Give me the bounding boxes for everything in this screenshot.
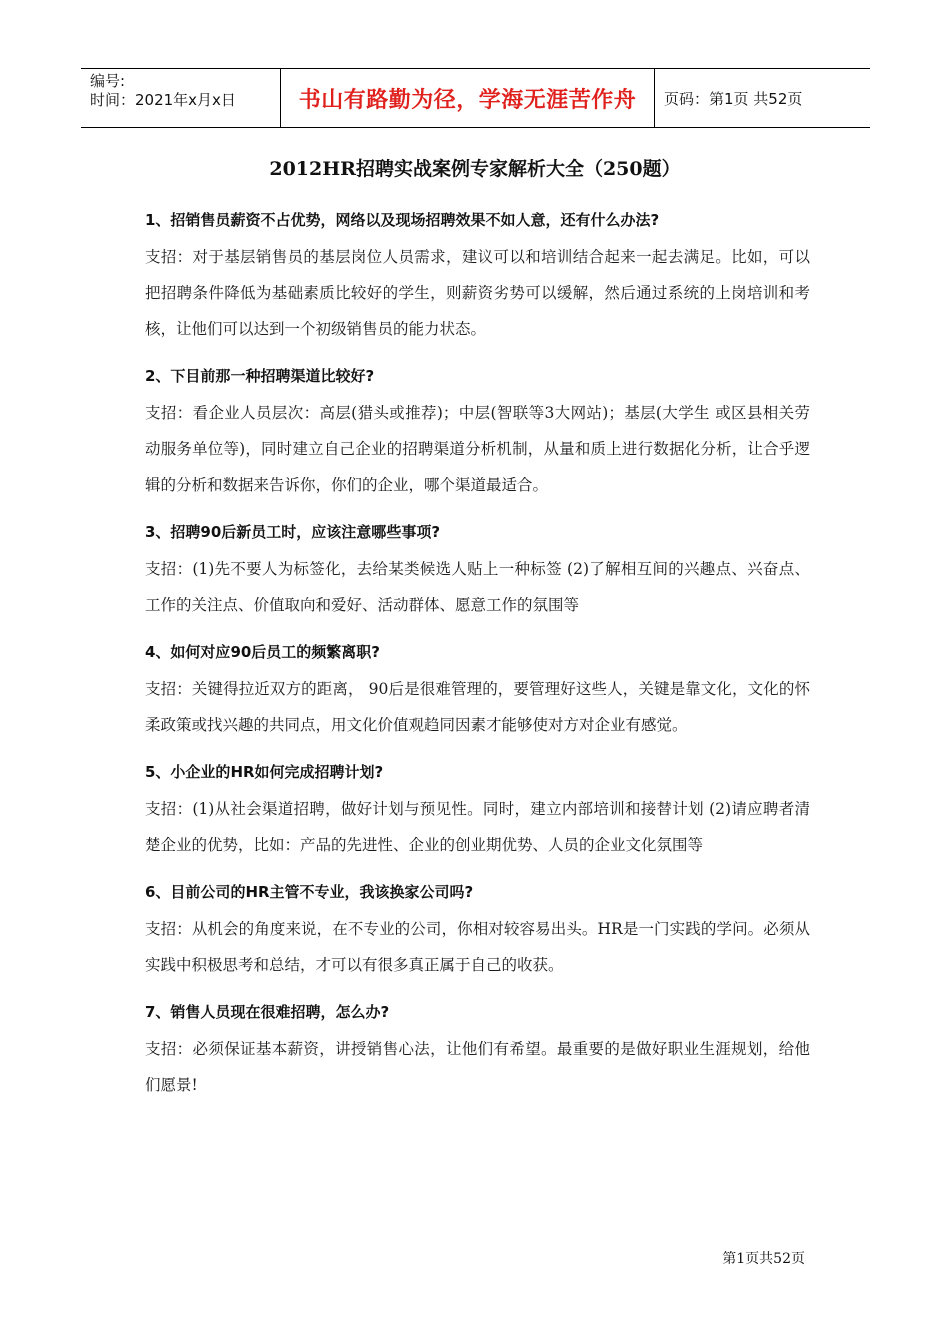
answer-text: 支招：对于基层销售员的基层岗位人员需求，建议可以和培训结合起来一起去满足。比如，可以把招聘条件降低为基础素质比较好的学生，则薪资劣势可以缓解，然后通过系统的上岗培训和考核，让他们可以达到一个初级销售员的能力状态。	[145, 248, 810, 338]
answer-text: 支招：看企业人员层次：高层(猎头或推荐)；中层(智联等3大网站)；基层(大学生 或区县相关劳动服务单位等)，同时建立自己企业的招聘渠道分析机制，从量和质上进行数据化分析，让合乎逻辑的分析和数据来告诉你，你们的企业，哪个渠道最适合。	[145, 404, 810, 494]
qa-item	[145, 880, 810, 983]
header-page-label: 页码：第1页 共52页	[664, 89, 803, 108]
document-number-label: 编号:	[90, 72, 126, 90]
qa-item	[145, 208, 810, 347]
qa-item	[145, 760, 810, 863]
question-text: 7、销售人员现在很难招聘，怎么办?	[145, 1003, 390, 1021]
answer-text: 支招：(1)从社会渠道招聘，做好计划与预见性。同时，建立内部培训和接替计划 (2)请应聘者清楚企业的优势，比如：产品的先进性、企业的创业期优势、人员的企业文化氛围等	[145, 800, 810, 854]
answer-text: 支招：必须保证基本薪资，讲授销售心法，让他们有希望。最重要的是做好职业生涯规划，给他们愿景!	[145, 1040, 810, 1094]
document-header	[81, 68, 870, 128]
question-text: 6、目前公司的HR主管不专业，我该换家公司吗?	[145, 883, 474, 901]
answer-text: 支招：从机会的角度来说，在不专业的公司，你相对较容易出头。HR是一门实践的学问。必须从实践中积极思考和总结，才可以有很多真正属于自己的收获。	[145, 920, 810, 974]
answer-text: 支招：关键得拉近双方的距离， 90后是很难管理的，要管理好这些人，关键是靠文化，文化的怀柔政策或找兴趣的共同点，用文化价值观趋同因素才能够使对方对企业有感觉。	[145, 680, 810, 734]
header-motto-cell	[281, 69, 655, 127]
question-text: 2、下目前那一种招聘渠道比较好?	[145, 367, 375, 385]
page-footer: 第1页共52页	[722, 1251, 805, 1267]
qa-item	[145, 520, 810, 623]
answer-text: 支招：(1)先不要人为标签化，去给某类候选人贴上一种标签 (2)了解相互间的兴趣点、兴奋点、工作的关注点、价值取向和爱好、活动群体、愿意工作的氛围等	[145, 560, 810, 614]
header-page-cell	[655, 69, 870, 127]
qa-item	[145, 640, 810, 743]
document-title: 2012HR招聘实战案例专家解析大全（250题）	[269, 158, 681, 180]
question-text: 4、如何对应90后员工的频繁离职?	[145, 643, 381, 661]
header-meta	[81, 69, 281, 127]
header-motto: 书山有路勤为径，学海无涯苦作舟	[298, 87, 637, 113]
document-time-label: 时间：2021年x月x日	[90, 91, 236, 109]
qa-item	[145, 1000, 810, 1103]
qa-item	[145, 364, 810, 503]
question-text: 3、招聘90后新员工时，应该注意哪些事项?	[145, 523, 441, 541]
question-text: 5、小企业的HR如何完成招聘计划?	[145, 763, 384, 781]
qa-list	[145, 208, 810, 1120]
question-text: 1、招销售员薪资不占优势，网络以及现场招聘效果不如人意，还有什么办法?	[145, 211, 660, 229]
